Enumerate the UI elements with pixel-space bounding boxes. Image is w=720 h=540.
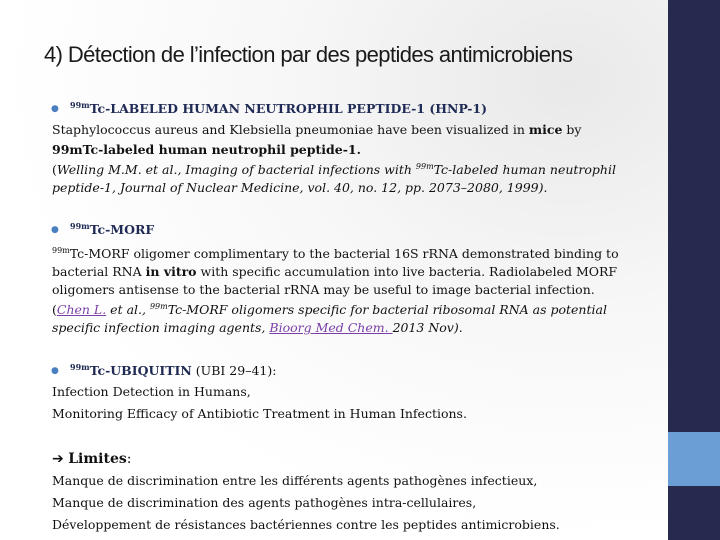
bullet-icon: ● — [51, 366, 59, 376]
bullet-icon: ● — [51, 225, 59, 235]
bullet-icon: ● — [51, 104, 59, 114]
section-ubiquitin — [52, 362, 652, 423]
ref-paren: ( — [52, 302, 57, 317]
section-heading — [52, 100, 652, 118]
section-heading — [52, 221, 652, 239]
journal-link[interactable]: Bioorg Med Chem. — [269, 320, 393, 335]
ref-text: Tc-MORF oligomers specific for bacterial ribosomal RNA as potential specific infection imaging agents, — [52, 302, 607, 335]
heading-text: Tc-UBIQUITIN — [89, 363, 192, 378]
body-text: Tc-MORF oligomer complimentary to the bacterial 16S rRNA demonstrated binding to bacterial RNA — [52, 246, 619, 279]
ref-paren: ( — [52, 162, 57, 177]
isotope-superscript: 99m — [52, 245, 70, 255]
isotope-superscript: 99m — [149, 301, 168, 311]
body-text: Staphylococcus aureus and Klebsiella pneumoniae have been visualized in — [52, 122, 529, 137]
limites-heading — [52, 450, 652, 468]
arrow-right-icon: ➔ — [52, 451, 64, 467]
slide-title: 4) Détection de l’infection par des peptides antimicrobiens — [44, 42, 573, 67]
section-heading — [52, 362, 652, 380]
limites-colon: : — [126, 451, 132, 467]
section-hnp1 — [52, 100, 652, 197]
section-body — [52, 245, 652, 299]
section-reference — [52, 301, 652, 337]
body-emphasis: mice — [528, 122, 563, 137]
isotope-superscript: 99m — [70, 220, 90, 231]
section-morf — [52, 221, 652, 337]
limites-item: Manque de discrimination des agents pathogènes intra-cellulaires, — [52, 495, 477, 510]
limites-item: Manque de discrimination entre les différents agents pathogènes infectieux, — [52, 473, 538, 488]
section-limites — [52, 450, 652, 534]
heading-text: Tc-MORF — [89, 222, 155, 237]
isotope-superscript: 99m — [70, 99, 90, 110]
body-text: with specific accumulation into live bacteria. Radiolabeled MORF oligomers antisense to the bacterial rRNA may be useful to image bacterial infection. — [52, 264, 618, 297]
ref-text: et al., — [106, 302, 150, 317]
isotope-superscript: 99m — [70, 361, 90, 372]
limites-label: Limites — [68, 451, 127, 467]
author-link[interactable]: Chen L. — [56, 302, 107, 317]
ref-text: Welling M.M. et al., Imaging of bacterial infections with — [56, 162, 416, 177]
ubiquitin-line-1: Infection Detection in Humans, — [52, 384, 251, 399]
decorative-accent-block — [668, 432, 720, 486]
ref-text: 2013 Nov). — [392, 320, 463, 335]
limites-item: Développement de résistances bactériennes contre les peptides antimicrobiens. — [52, 517, 560, 532]
section-reference — [52, 161, 652, 197]
section-body — [52, 121, 652, 139]
heading-text: Tc-LABELED HUMAN NEUTROPHIL PEPTIDE-1 (HNP-1) — [89, 101, 487, 116]
heading-suffix: (UBI 29–41): — [191, 363, 277, 378]
isotope-superscript: 99m — [415, 161, 434, 171]
section-body-bold — [52, 141, 652, 159]
body-text: by — [562, 122, 582, 137]
ubiquitin-line-2: Monitoring Efficacy of Antibiotic Treatment in Human Infections. — [52, 406, 467, 421]
body-emphasis: in vitro — [145, 264, 197, 279]
ref-text: Tc-labeled human neutrophil peptide-1, Journal of Nuclear Medicine, vol. 40, no. 12, pp. 2073–2080, 1999). — [52, 162, 616, 195]
body-emphasis: 99mTc-labeled human neutrophil peptide-1. — [52, 142, 361, 157]
